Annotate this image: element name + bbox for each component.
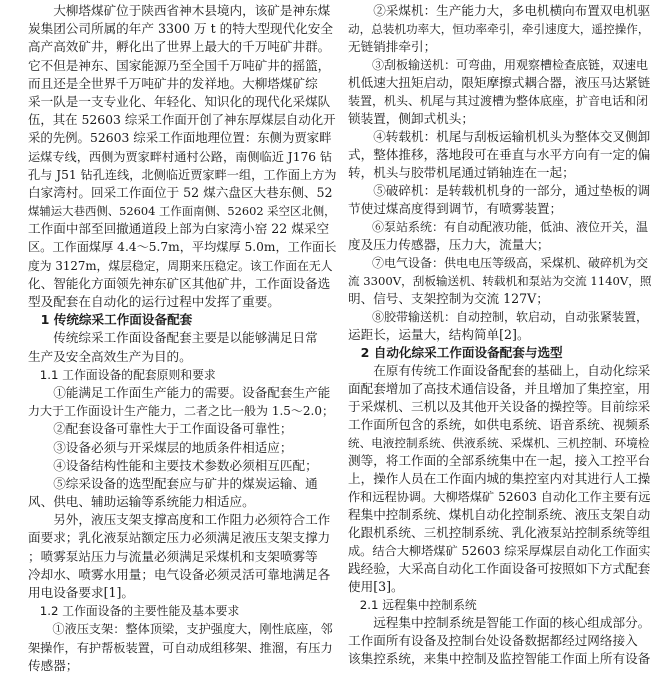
text-line: 而且还是全世界千万吨矿井的发祥地。大柳塔煤矿综 bbox=[28, 75, 318, 91]
section-heading: 2 自动化综采工作面设备配套与选型 bbox=[348, 345, 563, 360]
text-line: 于采煤机、三机以及其他开关设备的操控等。目前综采 bbox=[348, 399, 651, 414]
text-line: 力大于工作面设计生产能力，二者之比一般为 1.5～2.0； bbox=[28, 404, 334, 419]
text-line: 风、供电、辅助运输等系统能力相适应。 bbox=[28, 494, 255, 510]
text-line: 它不但是神东、国家能源乃至全国千万吨矿井的摇篮， bbox=[28, 57, 331, 73]
text-line: ①能满足工作面生产能力的需要。设备配套生产能 bbox=[28, 384, 331, 400]
text-line: ③设备必须与开采煤层的地质条件相适应； bbox=[28, 439, 293, 455]
text-line: 化跟机系统、三机控制系统、乳化液泵站控制系统等组 bbox=[348, 525, 651, 540]
text-line: ⑧胶带输送机：自动控制，软启动，自动张紧装置， bbox=[348, 310, 649, 324]
text-line: 伍，其在 52603 综采工作面开创了神东厚煤层自动化开 bbox=[28, 112, 336, 128]
text-line: 动，总装机功率大，恒功率牵引，牵引速度大，遥控操作， bbox=[348, 22, 650, 36]
text-line: 工作面中部至回撤通道段上部为白家湾小窑 22 煤采空 bbox=[28, 221, 330, 237]
subsection-heading: 1.1 工作面设备的配套原则和要求 bbox=[28, 367, 216, 382]
text-line: 传感器； bbox=[28, 657, 79, 673]
text-line: 践经验，大采高自动化工作面设备可按照如下方式配套 bbox=[348, 561, 651, 576]
text-line: 锁装置，侧卸式机头； bbox=[348, 111, 474, 126]
text-line: 架操作，有护帮板装置，可自动成组移架、推溜，有压力 bbox=[28, 640, 333, 655]
text-line: 流 3300V，刮板输送机、转载机和泵站为交流 1140V，照 bbox=[348, 274, 652, 288]
text-line: ⑦电气设备：供电电压等级高，采煤机、破碎机为交 bbox=[348, 256, 649, 270]
subsection-heading: 2.1 远程集中控制系统 bbox=[348, 598, 477, 612]
text-line: ④设备结构性能和主要技术参数必须相互匹配； bbox=[28, 457, 318, 473]
text-line: 度及压力传感器，压力大，流量大； bbox=[348, 237, 550, 252]
text-line: ②采煤机：生产能力大，多电机横向布置双电机驱 bbox=[348, 3, 651, 18]
section-heading: 1 传统综采工作面设备配套 bbox=[28, 312, 193, 328]
text-line: ⑥泵站系统：有自动配液功能，低油、液位开关，温 bbox=[348, 220, 649, 234]
text-line: 机低速大扭矩启动，限矩摩擦式耦合器，液压马达紧链 bbox=[348, 75, 651, 90]
text-line: ⑤综采设备的选型配套应与矿井的煤炭运输、通 bbox=[28, 475, 318, 491]
text-line: 面要求；乳化液泵站额定压力必须满足液压支架支撑力 bbox=[28, 530, 331, 546]
text-line: 节使过煤高度得到调节，有喷雾装置； bbox=[348, 201, 563, 216]
text-line: 孔与 J51 钻孔连线，北侧临近贾家畔一组，工作面上方为 bbox=[28, 167, 337, 182]
text-line: 式，整体推移，落地段可在垂直与水平方向有一定的偏 bbox=[348, 147, 651, 162]
text-line: 传统综采工作面设备配套主要是以能够满足日常 bbox=[28, 330, 318, 346]
text-line: ⑤破碎机：是转载机机身的一部分，通过垫板的调 bbox=[348, 183, 651, 198]
text-line: ①液压支架：整体顶梁，支护强度大，刚性底座，邻 bbox=[28, 622, 333, 637]
text-line: 远程集中控制系统是智能工作面的核心组成部分。 bbox=[348, 615, 651, 630]
text-line: 采的先例。52603 综采工作面地理位置：东侧为贾家畔 bbox=[28, 130, 332, 146]
text-line: 煤辅运大巷西侧、52604 工作面南侧、52602 采空区北侧， bbox=[28, 204, 336, 219]
text-line: 工作面所有设备及控制台处设备数据都经过网络接入 bbox=[348, 633, 638, 648]
text-line: 工作面所包含的系统，如供电系统、语音系统、视频系 bbox=[348, 417, 651, 432]
right-column bbox=[348, 2, 652, 668]
left-column bbox=[28, 2, 336, 675]
text-line: 该集控系统，来集中控制及监控智能工作面上所有设备 bbox=[348, 651, 651, 666]
text-line: 程集中控制系统、煤机自动化控制系统、液压支架自动 bbox=[348, 507, 651, 522]
text-line: 区。工作面煤厚 4.4～5.7m，平均煤厚 5.0m，工作面长 bbox=[28, 240, 337, 255]
text-line: 统、电液控制系统、供液系统、采煤机、三机控制、环境检 bbox=[348, 436, 650, 450]
text-line: 作和远程协调。大柳塔煤矿 52603 自动化工作主要有远 bbox=[348, 490, 651, 504]
text-line: 采一队是一支专业化、年轻化、知识化的现代化采煤队 bbox=[28, 93, 331, 109]
text-line: 另外，液压支架支撑高度和工作阻力必须符合工作 bbox=[28, 512, 331, 528]
text-line: 上，操作人员在工作面内城的集控室内对其进行人工操 bbox=[348, 471, 651, 486]
text-line: 无链销排牵引； bbox=[348, 39, 437, 54]
text-line: 明、信号、支架控制为交流 127V； bbox=[348, 291, 549, 306]
text-line: 测等，将工作面的全部系统集中在一起，接入工控平台 bbox=[348, 453, 651, 468]
text-line: 高产高效矿井，孵化出了世界上最大的千万吨矿井群。 bbox=[28, 39, 331, 55]
subsection-heading: 1.2 工作面设备的主要性能及基本要求 bbox=[28, 604, 240, 619]
text-line: 成。结合大柳塔煤矿 52603 综采厚煤层自动化工作面实 bbox=[348, 544, 651, 558]
text-line: 运煤专线，西侧为贾家畔村通村公路，南侧临近 J176 钻 bbox=[28, 149, 333, 164]
text-line: ②配套设备可靠性大于工作面设备可靠性； bbox=[28, 421, 293, 437]
text-line: ；喷雾泵站压力与流量必须满足采煤机和支架喷雾等 bbox=[28, 548, 318, 564]
text-line: 转，机头与胶带机尾通过销轴连在一起； bbox=[348, 165, 575, 180]
text-line: 大柳塔煤矿位于陕西省神木县境内，该矿是神东煤 bbox=[28, 3, 331, 18]
text-line: 用电设备要求[1]。 bbox=[28, 585, 134, 600]
text-line: 使用[3]。 bbox=[348, 579, 404, 594]
text-line: 冷却水、喷雾水用量；电气设备必须灵活可靠地满足各 bbox=[28, 566, 331, 582]
text-line: 炭集团公司所属的年产 3300 万 t 的特大型现代化安全 bbox=[28, 21, 333, 37]
text-line: 白家湾村。回采工作面位于 52 煤六盘区大巷东侧、52 bbox=[28, 184, 333, 200]
text-line: 度为 3127m，煤层稳定，周期来压稳定。该工作面在无人 bbox=[28, 258, 333, 273]
text-line: 在原有传统工作面设备配套的基础上，自动化综采 bbox=[348, 363, 651, 378]
text-line: 装置，机头、机尾与其过渡槽为整体底座，扩音电话和闭 bbox=[348, 94, 649, 108]
text-line: 运距长，运量大，结构简单[2]。 bbox=[348, 327, 530, 342]
text-line: 型及配套在自动化的运行过程中发挥了重要。 bbox=[28, 294, 280, 309]
text-line: 生产及安全高效生产为目的。 bbox=[28, 348, 192, 364]
text-line: 化、智能化方面领先神东矿区其他矿井，工作面设备选 bbox=[28, 275, 331, 291]
text-line: ③刮板输送机：可弯曲，用观察槽检查底链，双速电 bbox=[348, 58, 649, 72]
text-line: 面配套增加了高技术通信设备，并且增加了集控室，用 bbox=[348, 381, 651, 396]
text-line: ④转载机：机尾与刮板运输机机头为整体交叉侧卸 bbox=[348, 129, 651, 144]
